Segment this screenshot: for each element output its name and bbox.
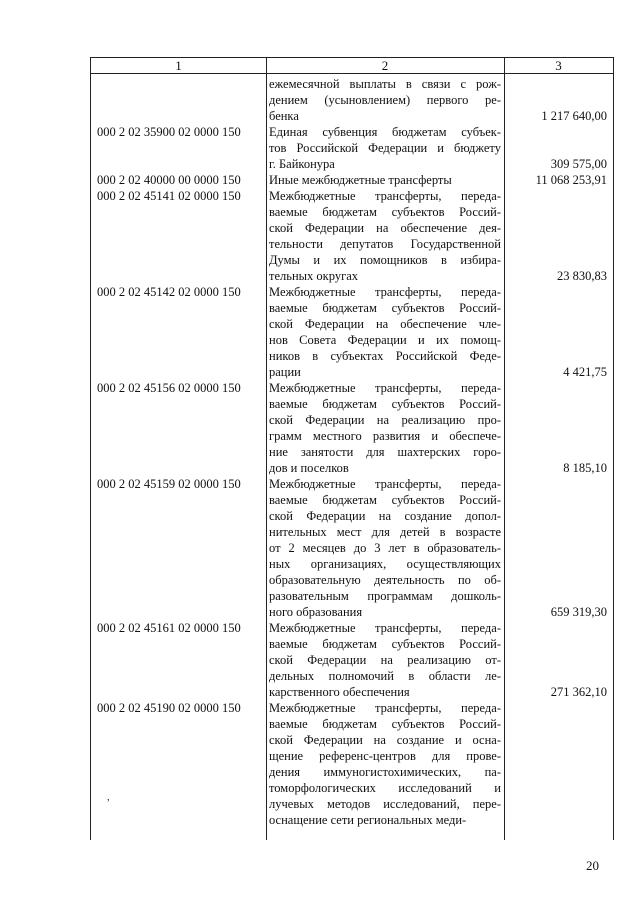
description-line: ных организациях, осуществляющих: [269, 557, 501, 571]
row-amount: 11 068 253,91: [535, 173, 607, 187]
description-line: Межбюджетные трансферты, переда-: [269, 381, 501, 395]
row-amount: 1 217 640,00: [541, 109, 607, 123]
description-line: дов и поселков: [269, 461, 349, 475]
table-top-border: [91, 57, 613, 58]
description-line: ние занятости для шахтерских горо-: [269, 445, 501, 459]
description-line: ской Федерации на создание и осна-: [269, 733, 501, 747]
description-line: ваемые бюджетам субъектов Россий-: [269, 397, 501, 411]
table-row: [91, 476, 613, 620]
row-code: 000 2 02 40000 00 0000 150: [97, 173, 241, 187]
description-line: дением (усыновлением) первого ре-: [269, 93, 501, 107]
description-line: ской Федерации на обеспечение дея-: [269, 221, 501, 235]
description-line: ской Федерации на обеспечение чле-: [269, 317, 501, 331]
row-amount: 271 362,10: [550, 685, 607, 699]
description-line: бенка: [269, 109, 299, 123]
description-line: лучевых методов исследований, пере-: [269, 797, 501, 811]
row-amount: 4 421,75: [563, 365, 607, 379]
description-line: ваемые бюджетам субъектов Россий-: [269, 493, 501, 507]
description-line: дельных полномочий в области ле-: [269, 669, 501, 683]
description-line: тов Российской Федерации и бюджету: [269, 141, 501, 155]
row-amount: 659 319,30: [550, 605, 607, 619]
header-col-2: 2: [381, 58, 389, 73]
description-line: от 2 месяцев до 3 лет в образователь-: [269, 541, 501, 555]
description-line: Думы и их помощников в избира-: [269, 253, 501, 267]
description-line: г. Байконура: [269, 157, 335, 171]
description-line: щение референс-центров для прове-: [269, 749, 501, 763]
row-code: 000 2 02 45190 02 0000 150: [97, 701, 241, 715]
description-line: ской Федерации на реализацию от-: [269, 653, 501, 667]
row-code: 000 2 02 45161 02 0000 150: [97, 621, 241, 635]
row-description: [269, 172, 501, 188]
description-line: тельных округах: [269, 269, 358, 283]
description-line: оснащение сети региональных меди-: [269, 813, 467, 827]
row-description: [269, 380, 501, 476]
row-amount: 23 830,83: [557, 269, 607, 283]
table-row: [91, 172, 613, 188]
description-line: ваемые бюджетам субъектов Россий-: [269, 637, 501, 651]
row-code: 000 2 02 45141 02 0000 150: [97, 189, 241, 203]
row-description: [269, 188, 501, 284]
description-line: Межбюджетные трансферты, переда-: [269, 701, 501, 715]
row-amount: 8 185,10: [563, 461, 607, 475]
header-col-3: 3: [555, 58, 562, 73]
description-line: ской Федерации на реализацию про-: [269, 413, 501, 427]
description-line: карственного обеспечения: [269, 685, 410, 699]
table-row: [91, 700, 613, 828]
row-description: [269, 476, 501, 620]
row-description: [269, 620, 501, 700]
description-line: ников в субъектах Российской Феде-: [269, 349, 501, 363]
page-number: 20: [586, 858, 599, 873]
header-bottom-border: [91, 73, 613, 74]
row-description: [269, 284, 501, 380]
description-line: ваемые бюджетам субъектов Россий-: [269, 205, 501, 219]
table-row: [91, 380, 613, 476]
stray-mark: ,: [107, 791, 110, 803]
description-line: Межбюджетные трансферты, переда-: [269, 285, 501, 299]
row-description: [269, 76, 501, 124]
description-line: дения иммуногистохимических, па-: [269, 765, 501, 779]
description-line: ваемые бюджетам субъектов Россий-: [269, 301, 501, 315]
table-row: [91, 76, 613, 124]
description-line: Межбюджетные трансферты, переда-: [269, 189, 501, 203]
description-line: тельности депутатов Государственной: [269, 237, 501, 251]
description-line: разовательным программам дошколь-: [269, 589, 501, 603]
row-amount: 309 575,00: [550, 157, 607, 171]
row-description: [269, 700, 501, 828]
row-description: [269, 124, 501, 172]
description-line: нов Совета Федерации и их помощ-: [269, 333, 501, 347]
row-code: 000 2 02 35900 02 0000 150: [97, 125, 241, 139]
row-code: 000 2 02 45156 02 0000 150: [97, 381, 241, 395]
row-code: 000 2 02 45159 02 0000 150: [97, 477, 241, 491]
description-line: ской Федерации на создание допол-: [269, 509, 501, 523]
description-line: рации: [269, 365, 301, 379]
description-line: томорфологических исследований и: [269, 781, 501, 795]
description-line: нительных мест для детей в возрасте: [269, 525, 501, 539]
description-line: грамм местного развития и обеспече-: [269, 429, 501, 443]
table-row: [91, 188, 613, 284]
budget-table: [90, 57, 614, 840]
description-line: Иные межбюджетные трансферты: [269, 173, 452, 187]
row-code: 000 2 02 45142 02 0000 150: [97, 285, 241, 299]
table-row: [91, 124, 613, 172]
header-col-1: 1: [175, 58, 182, 73]
table-row: [91, 284, 613, 380]
description-line: Межбюджетные трансферты, переда-: [269, 621, 501, 635]
description-line: ежемесячной выплаты в связи с рож-: [269, 77, 501, 91]
table-row: [91, 620, 613, 700]
description-line: Межбюджетные трансферты, переда-: [269, 477, 501, 491]
description-line: ного образования: [269, 605, 363, 619]
description-line: образовательную деятельность по об-: [269, 573, 501, 587]
description-line: ваемые бюджетам субъектов Россий-: [269, 717, 501, 731]
description-line: Единая субвенция бюджетам субъек-: [269, 125, 501, 139]
